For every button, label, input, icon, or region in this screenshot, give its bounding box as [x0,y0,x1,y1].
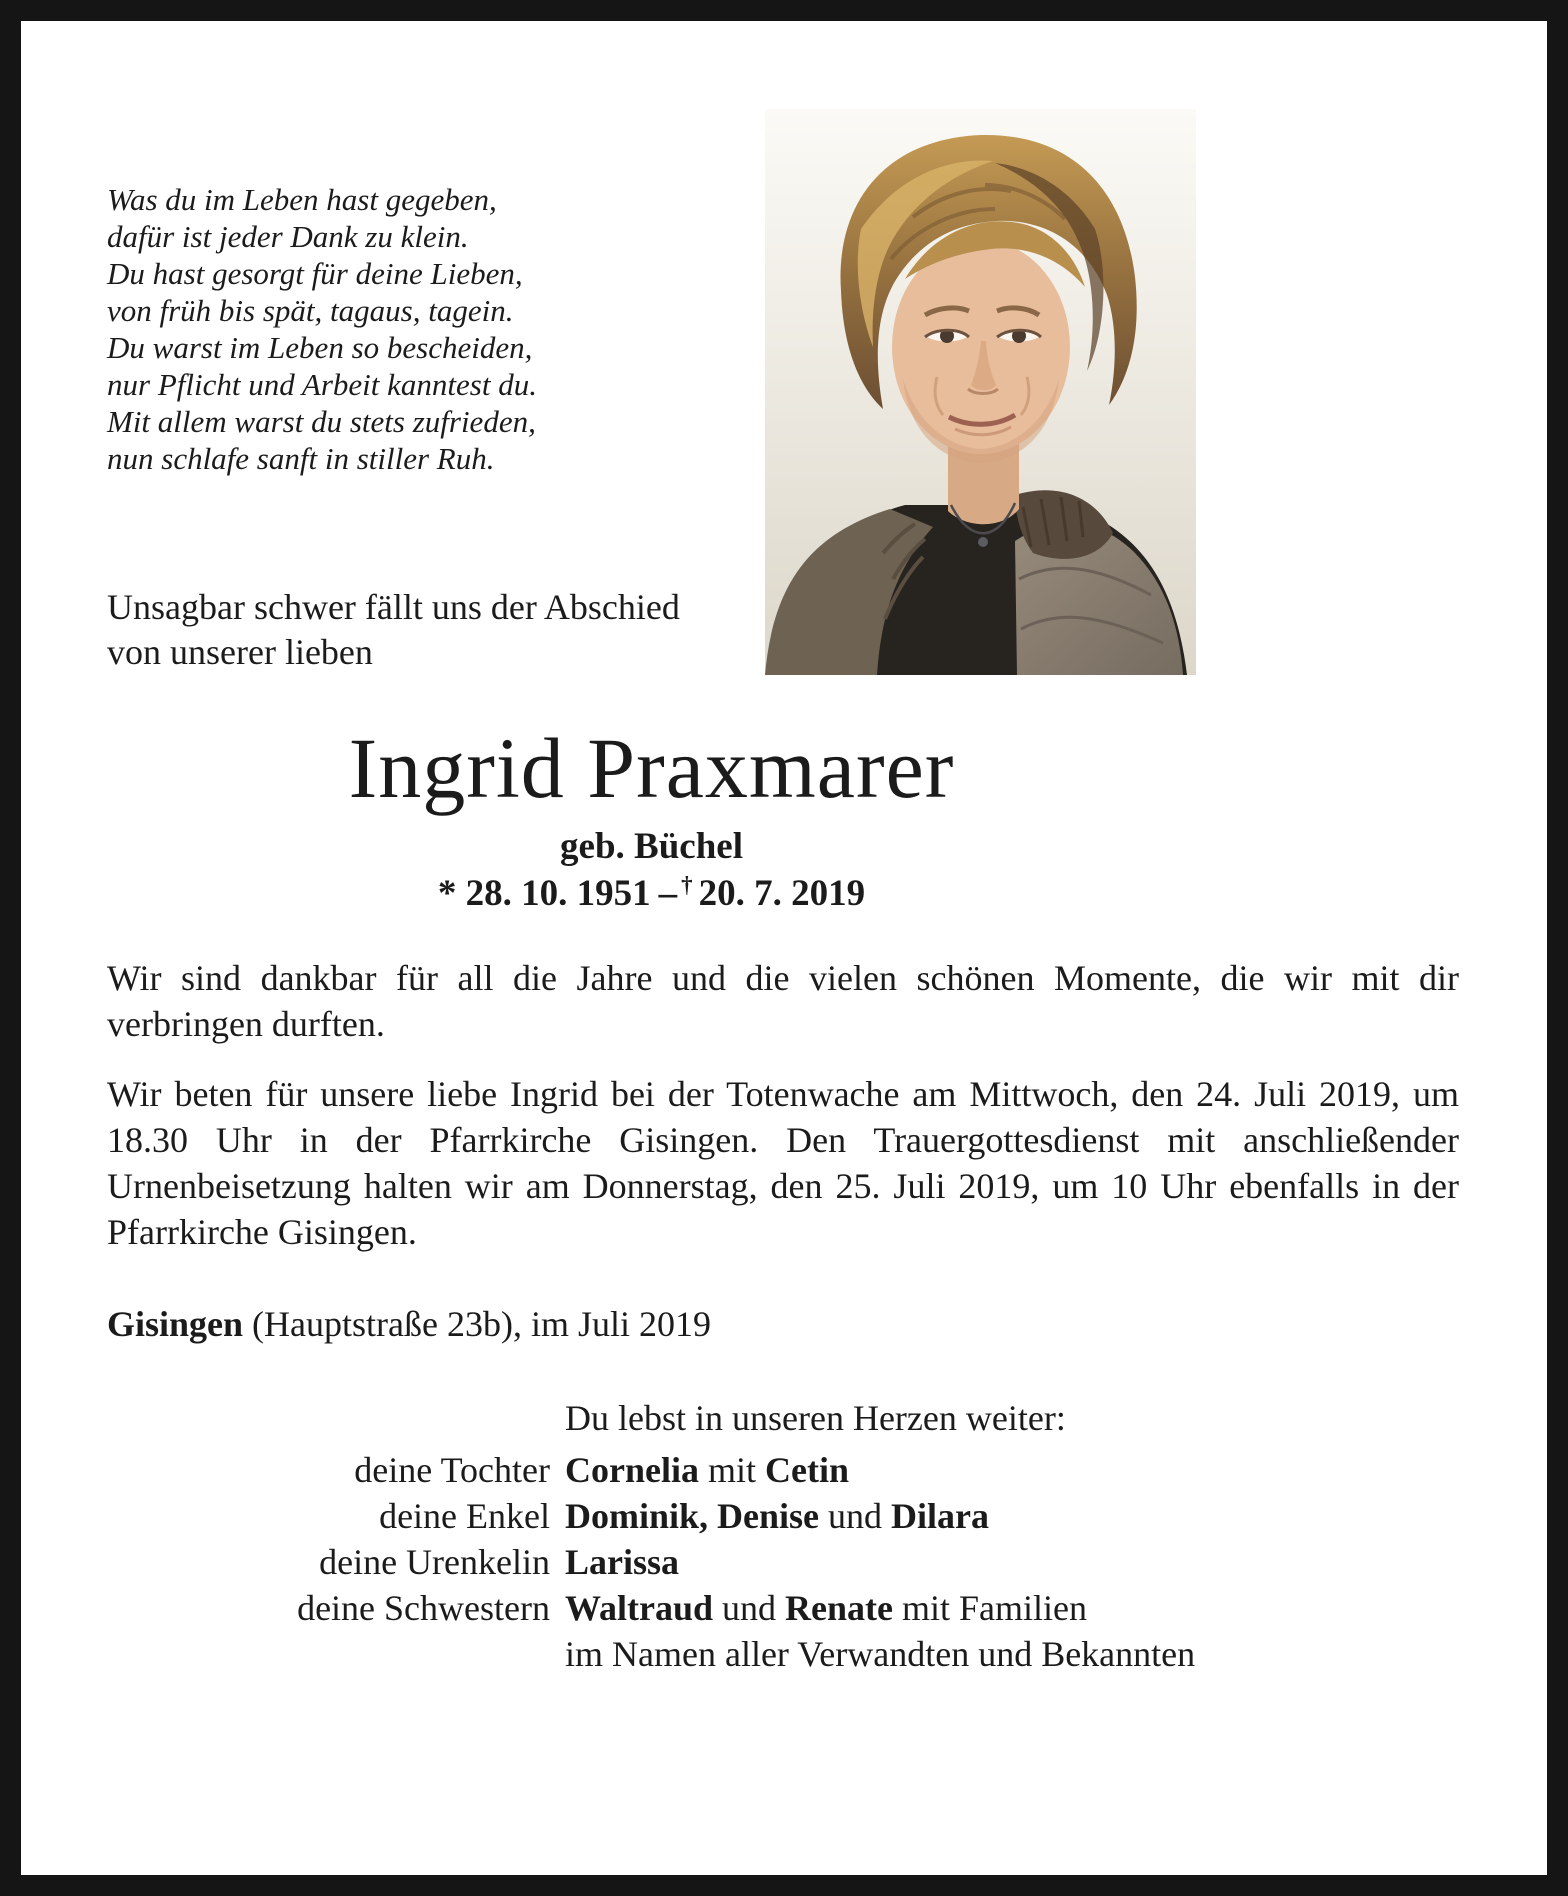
place-name: Gisingen [107,1303,244,1344]
family-list [107,1447,1459,1677]
memorial-poem [107,181,727,477]
top-section [107,109,1459,675]
family-row [107,1447,1459,1493]
obituary-content [21,21,1547,1677]
family-row [107,1631,1459,1677]
poem-line: Du warst im Leben so bescheiden, [107,330,533,365]
headline-block [107,720,1196,915]
family-relation: deine Tochter [354,1449,550,1490]
left-column [107,109,727,675]
poem-line: nur Pflicht und Arbeit kanntest du. [107,367,537,402]
family-names: Larissa [565,1541,680,1582]
family-relation: deine Enkel [379,1495,550,1536]
family-row [107,1539,1459,1585]
family-names: Cornelia mit Cetin [565,1449,849,1490]
place-rest: (Hauptstraße 23b), im Juli 2019 [243,1303,711,1344]
hearts-line: Du lebst in unseren Herzen weiter: [565,1397,1066,1438]
farewell-intro [107,585,727,675]
family-names: Waltraud und Renate mit Familien [565,1587,1087,1628]
birth-date: * 28. 10. 1951 [437,872,651,914]
farewell-intro-line: von unserer lieben [107,632,373,672]
poem-line: Was du im Leben hast gegeben, [107,182,497,217]
family-names: Dominik, Denise und Dilara [565,1495,990,1536]
life-dates [107,872,1196,915]
family-relation [107,1631,550,1677]
dates-separator: – [658,872,678,914]
portrait-photo [765,109,1196,675]
dagger-icon: † [681,872,693,898]
family-row [107,1493,1459,1539]
portrait-illustration [765,109,1196,675]
family-names: im Namen aller Verwandten und Bekannten [565,1633,1196,1674]
place-date-line [107,1301,1459,1347]
family-relation: deine Schwestern [297,1587,550,1628]
poem-line: von früh bis spät, tagaus, tagein. [107,293,514,328]
poem-line: nun schlafe sanft in stiller Ruh. [107,441,495,476]
deceased-name: Ingrid Praxmarer [348,720,955,816]
service-paragraph: Wir beten für unsere liebe Ingrid bei der Totenwache am Mittwoch, den 24. Juli 2019, um 18.30 Uhr in der Pfarrkirche Gisingen. Den Trauergottesdienst mit anschließender Urnenbeisetzung halten wir am Donnerstag, den 25. Juli 2019, um 10 Uhr ebenfalls in der Pfarrkirche Gisingen. [107,1073,1459,1252]
poem-line: dafür ist jeder Dank zu klein. [107,219,469,254]
death-date: 20. 7. 2019 [698,872,866,914]
poem-line: Du hast gesorgt für deine Lieben, [107,256,523,291]
farewell-intro-line: Unsagbar schwer fällt uns der Abschied [107,587,680,627]
family-relation: deine Urenkelin [319,1541,550,1582]
family-row [107,1585,1459,1631]
maiden-name: geb. Büchel [560,825,743,867]
thanks-paragraph: Wir sind dankbar für all die Jahre und die vielen schönen Momente, die wir mit dir verbringen durften. [107,957,1459,1044]
poem-line: Mit allem warst du stets zufrieden, [107,404,536,439]
